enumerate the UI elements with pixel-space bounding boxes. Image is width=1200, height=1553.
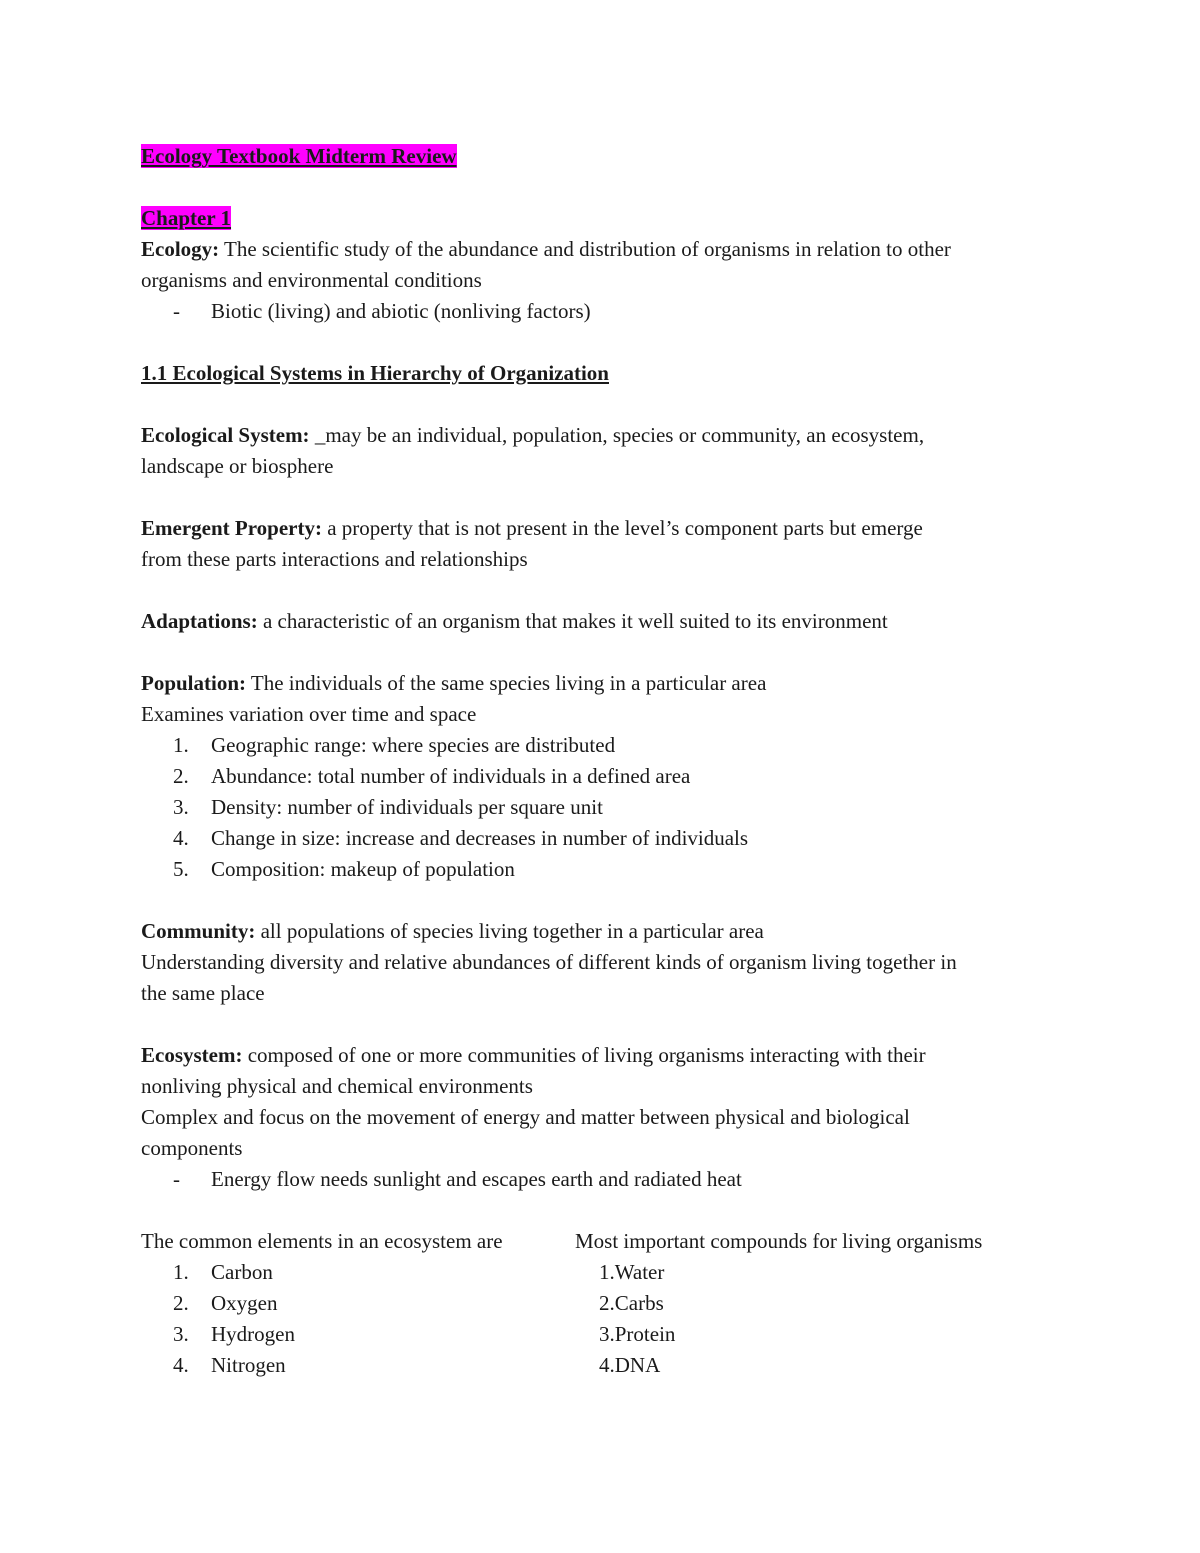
ecological-system-definition (141, 420, 1071, 451)
ecosystem-note: Complex and focus on the movement of energy and matter between physical and biological (141, 1105, 910, 1129)
emergent-property-text: a property that is not present in the level’s component parts but emerge (321, 516, 923, 540)
emergent-property-definition (141, 513, 1071, 544)
term-emergent-property: Emergent Property: (141, 516, 322, 540)
list-item (141, 761, 1071, 792)
ecosystem-note-cont: components (141, 1136, 243, 1160)
ecosystem-definition (141, 1040, 1071, 1071)
compound-name: 2.Carbs (599, 1291, 664, 1315)
population-definition (141, 668, 1071, 699)
list-item (141, 1319, 1071, 1350)
emergent-property-cont: from these parts interactions and relationships (141, 547, 528, 571)
term-ecological-system: Ecological System: (141, 423, 310, 447)
element-name: Carbon (211, 1260, 273, 1284)
chapter-line (141, 203, 1071, 234)
term-adaptations: Adaptations: (141, 609, 258, 633)
community-note-cont: the same place (141, 981, 265, 1005)
list-item (141, 823, 1071, 854)
compound-name: 3.Protein (599, 1322, 676, 1346)
ecosystem-bullet (141, 1164, 1071, 1195)
ecological-system-text: _may be an individual, population, species or community, an ecosystem, (309, 423, 925, 447)
list-item (141, 792, 1071, 823)
term-community: Community: (141, 919, 256, 943)
doc-title: Ecology Textbook Midterm Review (141, 144, 457, 168)
term-ecology: Ecology: (141, 237, 220, 261)
ecological-system-cont: landscape or biosphere (141, 454, 334, 478)
population-text: The individuals of the same species living in a particular area (246, 671, 767, 695)
list-item (141, 1350, 1071, 1381)
ecology-bullet (141, 296, 1071, 327)
compound-name: 1.Water (599, 1260, 665, 1284)
adaptations-definition (141, 606, 1071, 637)
spacer (141, 482, 1071, 513)
section-heading: 1.1 Ecological Systems in Hierarchy of Organization (141, 361, 609, 385)
ecosystem-definition-cont: nonliving physical and chemical environments (141, 1074, 533, 1098)
spacer (141, 172, 1071, 203)
elements-right-heading: Most important compounds for living organisms (575, 1229, 983, 1253)
community-definition (141, 916, 1071, 947)
spacer (141, 327, 1071, 358)
spacer (141, 637, 1071, 668)
list-number: 3. (173, 795, 189, 819)
elements-left-heading: The common elements in an ecosystem are (141, 1229, 503, 1253)
chapter-heading: Chapter 1 (141, 206, 232, 230)
element-name: Oxygen (211, 1291, 278, 1315)
population-note: Examines variation over time and space (141, 702, 477, 726)
ecology-definition-text: The scientific study of the abundance and distribution of organisms in relation to other (219, 237, 951, 261)
adaptations-text: a characteristic of an organism that makes it well suited to its environment (257, 609, 888, 633)
spacer (141, 885, 1071, 916)
ecology-definition (141, 234, 1071, 265)
doc-title-line (141, 141, 1071, 172)
bullet-marker: - (173, 299, 180, 323)
list-item (141, 1288, 1071, 1319)
bullet-marker: - (173, 1167, 180, 1191)
term-population: Population: (141, 671, 247, 695)
document-page (141, 141, 1071, 1381)
community-text: all populations of species living together in a particular area (255, 919, 764, 943)
bullet-text: Energy flow needs sunlight and escapes earth and radiated heat (211, 1167, 742, 1191)
list-text: Density: number of individuals per square unit (211, 795, 603, 819)
list-number: 1. (173, 1260, 189, 1284)
spacer (141, 389, 1071, 420)
community-note: Understanding diversity and relative abundances of different kinds of organism living together in (141, 950, 957, 974)
list-text: Geographic range: where species are distributed (211, 733, 616, 757)
list-number: 5. (173, 857, 189, 881)
list-text: Abundance: total number of individuals in a defined area (211, 764, 691, 788)
list-text: Composition: makeup of population (211, 857, 515, 881)
list-number: 2. (173, 764, 189, 788)
elements-headings (141, 1226, 1071, 1257)
list-text: Change in size: increase and decreases in number of individuals (211, 826, 749, 850)
spacer (141, 1195, 1071, 1226)
element-name: Hydrogen (211, 1322, 295, 1346)
list-number: 1. (173, 733, 189, 757)
list-number: 3. (173, 1322, 189, 1346)
list-number: 4. (173, 826, 189, 850)
list-number: 4. (173, 1353, 189, 1377)
spacer (141, 575, 1071, 606)
list-item (141, 1257, 1071, 1288)
list-item (141, 730, 1071, 761)
section-heading-line (141, 358, 1071, 389)
ecology-definition-cont: organisms and environmental conditions (141, 268, 482, 292)
bullet-text: Biotic (living) and abiotic (nonliving factors) (211, 299, 591, 323)
compound-name: 4.DNA (599, 1353, 661, 1377)
spacer (141, 1009, 1071, 1040)
ecosystem-text: composed of one or more communities of living organisms interacting with their (242, 1043, 926, 1067)
list-item (141, 854, 1071, 885)
element-name: Nitrogen (211, 1353, 286, 1377)
list-number: 2. (173, 1291, 189, 1315)
term-ecosystem: Ecosystem: (141, 1043, 243, 1067)
